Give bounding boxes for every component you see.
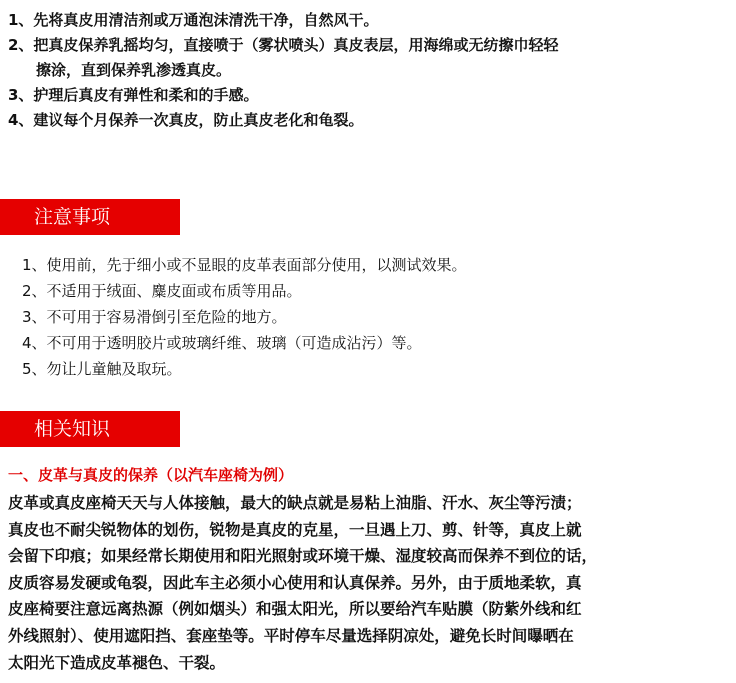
paragraph-line: 皮质容易发硬或龟裂，因此车主必须小心使用和认真保养。另外，由于质地柔软，真 bbox=[8, 573, 582, 592]
usage-steps bbox=[8, 8, 728, 133]
knowledge-paragraph bbox=[8, 490, 728, 676]
usage-step: 2、把真皮保养乳摇均匀，直接喷于（雾状喷头）真皮表层，用海绵或无纺擦巾轻轻 bbox=[8, 36, 559, 54]
paragraph-line: 真皮也不耐尖锐物体的划伤，锐物是真皮的克星，一旦遇上刀、剪、针等，真皮上就 bbox=[8, 520, 582, 539]
knowledge-subtitle: 一、皮革与真皮的保养（以汽车座椅为例） bbox=[8, 466, 294, 484]
usage-step: 1、先将真皮用清洁剂或万通泡沫清洗干净，自然风干。 bbox=[8, 11, 379, 29]
paragraph-line: 太阳光下造成皮革褪色、干裂。 bbox=[8, 653, 226, 672]
note-item: 4、不可用于透明胶片或玻璃纤维、玻璃（可造成沾污）等。 bbox=[22, 334, 422, 352]
note-item: 5、勿让儿童触及取玩。 bbox=[22, 360, 182, 378]
paragraph-line: 会留下印痕；如果经常长期使用和阳光照射或环境干燥、湿度较高而保养不到位的话， bbox=[8, 547, 598, 566]
note-item: 3、不可用于容易滑倒引至危险的地方。 bbox=[22, 308, 287, 326]
notes-list bbox=[22, 252, 722, 382]
note-item: 2、不适用于绒面、麋皮面或布质等用品。 bbox=[22, 282, 302, 300]
usage-step-continuation: 擦涂，直到保养乳渗透真皮。 bbox=[36, 61, 232, 79]
paragraph-line: 皮革或真皮座椅天天与人体接触，最大的缺点就是易粘上油脂、汗水、灰尘等污渍； bbox=[8, 494, 582, 512]
usage-step: 4、建议每个月保养一次真皮，防止真皮老化和龟裂。 bbox=[8, 111, 364, 129]
paragraph-line: 外线照射）、使用遮阳挡、套座垫等。平时停车尽量选择阴凉处，避免长时间曝晒在 bbox=[8, 626, 574, 645]
usage-step: 3、护理后真皮有弹性和柔和的手感。 bbox=[8, 86, 259, 104]
knowledge-section-header: 相关知识 bbox=[0, 411, 180, 447]
notes-section-header: 注意事项 bbox=[0, 199, 180, 235]
note-item: 1、使用前，先于细小或不显眼的皮革表面部分使用，以测试效果。 bbox=[22, 256, 467, 274]
paragraph-line: 皮座椅要注意远离热源（例如烟头）和强太阳光，所以要给汽车贴膜（防紫外线和红 bbox=[8, 600, 582, 619]
